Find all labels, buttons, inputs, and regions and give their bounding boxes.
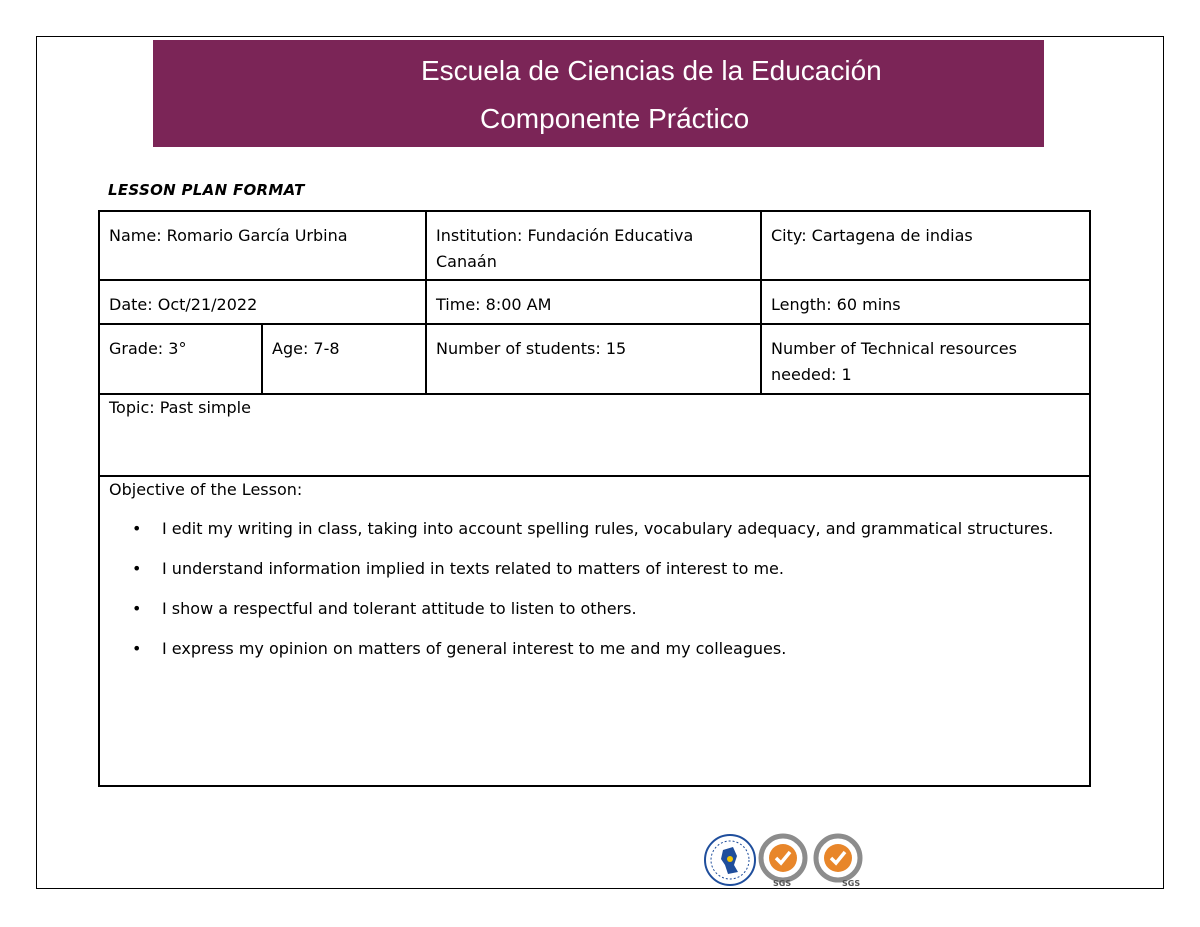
header-school-name: Escuela de Ciencias de la Educación: [421, 55, 882, 86]
city-cell: City: Cartagena de indias: [771, 226, 973, 245]
institution-cell: Institution: Fundación Educativa Canaán: [436, 226, 694, 271]
sgs-seal-icon: [761, 836, 805, 888]
time-cell: Time: 8:00 AM: [436, 295, 552, 314]
page-frame: [36, 36, 1164, 889]
sgs-seal-icon: [816, 836, 860, 888]
name-cell: Name: Romario García Urbina: [109, 226, 348, 245]
table-border-bottom: [98, 785, 1091, 787]
resources-cell: Number of Technical resources needed: 1: [771, 339, 1017, 384]
objective-text: I express my opinion on matters of general interest to me and my colleagues.: [162, 639, 787, 658]
topic-cell: Topic: Past simple: [109, 398, 251, 417]
bullet-icon: •: [132, 559, 142, 578]
sgs-label: SGS: [842, 879, 861, 888]
list-item: [132, 636, 1082, 662]
bullet-icon: •: [132, 519, 142, 538]
header-component: Componente Práctico: [480, 103, 750, 134]
objective-text: I show a respectful and tolerant attitude to listen to others.: [162, 599, 637, 618]
objective-label: Objective of the Lesson:: [109, 480, 303, 499]
bullet-icon: •: [132, 639, 142, 658]
bullet-icon: •: [132, 599, 142, 618]
certification-seals: [703, 832, 868, 888]
students-cell: Number of students: 15: [436, 339, 627, 358]
list-item: [132, 556, 1082, 582]
age-cell: Age: 7-8: [272, 339, 340, 358]
length-cell: Length: 60 mins: [771, 295, 901, 314]
objective-text: I edit my writing in class, taking into account spelling rules, vocabulary adequacy, and grammatical structures.: [162, 519, 1054, 538]
list-item: [132, 516, 1082, 542]
header-banner: [153, 40, 1044, 147]
national-seal-icon: [705, 835, 755, 885]
table-border-right: [1089, 210, 1091, 787]
list-item: [132, 596, 1082, 622]
objectives-list: [132, 516, 1082, 676]
grade-cell: Grade: 3°: [109, 339, 187, 358]
section-title: LESSON PLAN FORMAT: [108, 181, 305, 199]
sgs-label: SGS: [773, 879, 792, 888]
objective-text: I understand information implied in texts related to matters of interest to me.: [162, 559, 784, 578]
date-cell: Date: Oct/21/2022: [109, 295, 258, 314]
